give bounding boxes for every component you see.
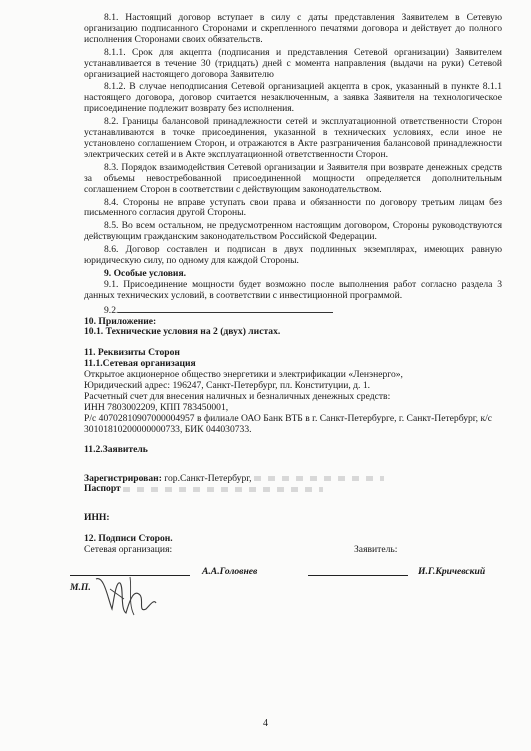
section-11-1-heading: 11.1.Сетевая организация <box>84 358 196 370</box>
org-address: Юридический адрес: 196247, Санкт-Петербург, пл. Конституции, д. 1. <box>84 380 371 392</box>
registered-value: гор.Санкт-Петербург, <box>164 472 252 484</box>
section-11-heading: 11. Реквизиты Сторон <box>84 347 180 359</box>
applicant-label: Заявитель: <box>354 544 398 556</box>
org-name: Открытое акционерное общество энергетики и электрификации «Ленэнерго», <box>84 369 403 381</box>
page-number: 4 <box>263 718 268 729</box>
signature-block <box>70 544 502 594</box>
passport-label: Паспорт <box>84 483 121 495</box>
paragraph-8-3: 8.3. Порядок взаимодействия Сетевой организации и Заявителя при возврате денежных средств за объемы невостребованной присоединенной мощности определяется дополнительным соглашением Сторон в соответствии с действующим законодательством. <box>84 161 502 195</box>
handwritten-signature <box>90 569 160 619</box>
section-12-heading: 12. Подписи Сторон. <box>84 533 173 545</box>
document-body <box>70 12 502 594</box>
org-inn: ИНН 7803002209, КПП 783450001, <box>84 401 229 413</box>
paragraph-8-4: 8.4. Стороны не вправе уступать свои права и обязанности по договору третьим лицам без письменного согласия другой Стороны. <box>84 196 502 219</box>
stamp-place: М.П. <box>70 582 91 594</box>
org-account-title: Расчетный счет для внесения наличных и безналичных денежных средств: <box>84 391 391 402</box>
paragraph-9-1: 9.1. Присоединение мощности будет возможно после выполнения работ согласно раздела 3 данных технических условий, в соответствии с инвестиционной программой. <box>84 278 502 301</box>
network-org-signatory: А.А.Головнев <box>202 566 258 578</box>
registered-field <box>84 474 502 485</box>
section-10-heading: 10. Приложение: <box>84 315 157 327</box>
section-9-heading: 9. Особые условия. <box>104 267 187 279</box>
paragraph-8-1-1: 8.1.1. Срок для акцепта (подписания и представления Сетевой организации) Заявителем устанавливается в течение 30 (тридцать) дней с момента направления (выдачи на руки) Сетевой организацией настоящего договора Заявителю <box>84 46 502 80</box>
passport-field <box>84 484 502 495</box>
redacted-text <box>254 476 384 481</box>
inn-label: ИНН: <box>84 512 110 524</box>
paragraph-9-2 <box>84 304 502 317</box>
section-11-2-heading: 11.2.Заявитель <box>84 443 148 455</box>
applicant-signature-line <box>308 575 408 576</box>
registered-label: Зарегистрирован: <box>84 472 162 484</box>
applicant-signatory: И.Г.Кричевский <box>418 566 486 578</box>
paragraph-9-2-number: 9.2. <box>104 304 119 316</box>
inn-field <box>84 513 502 524</box>
blank-line <box>118 304 333 313</box>
network-org-label: Сетевая организация: <box>84 544 173 556</box>
paragraph-8-1: 8.1. Настоящий договор вступает в силу с даты представления Заявителем в Сетевую организацию подписанного Сторонами и скрепленного печатями договора и действует до полного исполнения Сторонами своих обязательств. <box>84 12 502 45</box>
paragraph-8-5: 8.5. Во всем остальном, не предусмотренном настоящим договором, Стороны руководствуются действующим гражданским законодательством Российской Федерации. <box>84 220 502 243</box>
paragraph-8-6: 8.6. Договор составлен и подписан в двух подлинных экземплярах, имеющих равную юридическую силу, по одному для каждой Стороны. <box>84 244 502 267</box>
paragraph-8-1-2: 8.1.2. В случае неподписания Сетевой организацией акцепта в срок, указанный в пункте 8.1.1 настоящего договора, договор считается незаключенным, а заявка Заявителя на технологическое присоединение подлежит возврату без исполнения. <box>84 81 502 115</box>
section-10-item: 10.1. Технические условия на 2 (двух) листах. <box>84 326 281 338</box>
redacted-text <box>123 487 323 492</box>
org-bank-details: Р/с 40702810907000004957 в филиале ОАО Банк ВТБ в г. Санкт-Петербурге, г. Санкт-Петербург, к/с 30101810200000000733, БИК 044030733. <box>84 412 493 435</box>
paragraph-8-2: 8.2. Границы балансовой принадлежности сетей и эксплуатационной ответственности Сторон устанавливаются в точке присоединения, указанной в технических условиях, если иное не установлено соглашением Сторон, и отражаются в Акте разграничения балансовой принадлежности электрических сетей и в Акте эксплуатационной ответственности Сторон. <box>84 116 502 160</box>
